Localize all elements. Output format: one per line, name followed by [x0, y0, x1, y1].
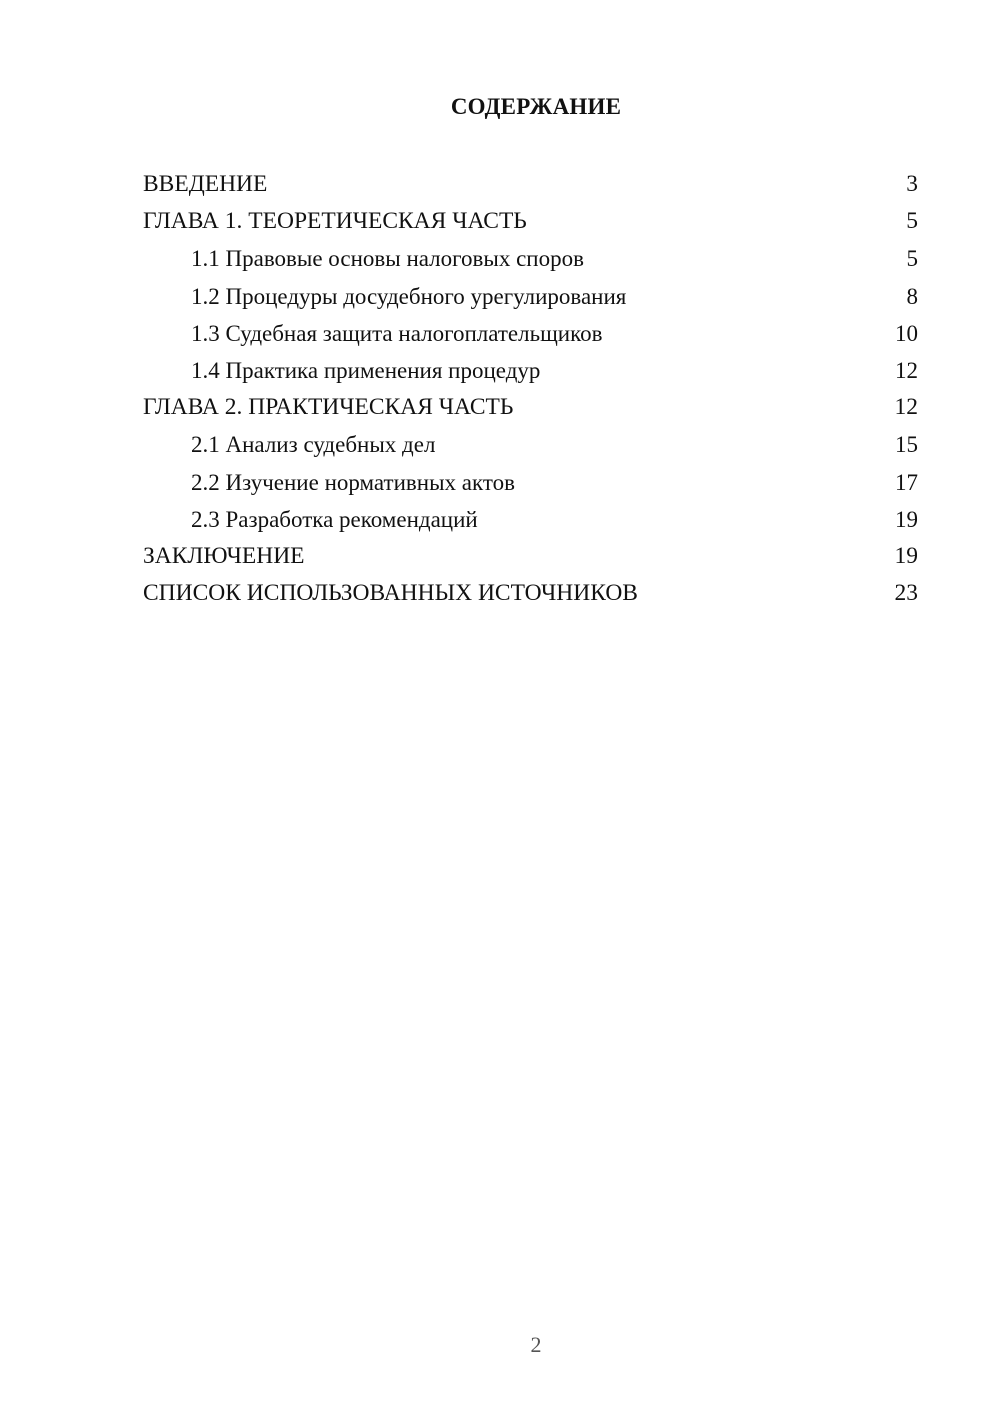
toc-entry-page: 12 — [894, 394, 918, 421]
toc-entry-label: 1.1 Правовые основы налоговых споров — [191, 246, 584, 272]
toc-entry-label: 1.2 Процедуры досудебного урегулирования — [191, 283, 627, 309]
toc-entry-section-2-1[interactable] — [143, 426, 918, 463]
toc-entry-page: 19 — [894, 542, 918, 569]
toc-entry-section-1-2[interactable] — [143, 278, 918, 315]
toc-entry-chapter-1[interactable] — [143, 203, 918, 240]
toc-entry-label: 2.2 Изучение нормативных актов — [191, 469, 515, 495]
toc-entry-page: 5 — [906, 246, 918, 272]
toc-entry-label: ГЛАВА 2. ПРАКТИЧЕСКАЯ ЧАСТЬ — [143, 394, 514, 421]
toc-entry-label: ГЛАВА 1. ТЕОРЕТИЧЕСКАЯ ЧАСТЬ — [143, 208, 527, 235]
toc-entry-label: ВВЕДЕНИЕ — [143, 171, 268, 197]
toc-entry-section-1-4[interactable] — [143, 352, 918, 389]
page-number: 2 — [530, 1332, 542, 1357]
toc-entry-conclusion[interactable] — [143, 538, 918, 575]
toc-entry-page: 17 — [895, 469, 918, 495]
toc-entry-page: 12 — [895, 357, 918, 383]
toc-entry-page: 3 — [906, 171, 918, 197]
toc-entry-section-1-3[interactable] — [143, 315, 918, 352]
toc-entry-label: 2.1 Анализ судебных дел — [191, 432, 436, 458]
table-of-contents — [143, 166, 918, 612]
toc-entry-chapter-2[interactable] — [143, 389, 918, 426]
toc-entry-label: 1.3 Судебная защита налогоплательщиков — [191, 320, 603, 346]
toc-entry-references[interactable] — [143, 575, 918, 612]
toc-entry-label: ЗАКЛЮЧЕНИЕ — [143, 542, 305, 569]
toc-entry-label: СПИСОК ИСПОЛЬЗОВАННЫХ ИСТОЧНИКОВ — [143, 580, 638, 607]
toc-entry-page: 19 — [895, 506, 918, 532]
toc-entry-label: 2.3 Разработка рекомендаций — [191, 506, 478, 532]
toc-entry-section-2-2[interactable] — [143, 464, 918, 501]
toc-entry-introduction[interactable] — [143, 166, 918, 203]
toc-entry-page: 10 — [895, 320, 918, 346]
toc-entry-section-2-3[interactable] — [143, 501, 918, 538]
toc-entry-section-1-1[interactable] — [143, 240, 918, 277]
toc-entry-page: 8 — [906, 283, 918, 309]
toc-entry-page: 15 — [895, 432, 918, 458]
toc-entry-label: 1.4 Практика применения процедур — [191, 357, 541, 383]
toc-entry-page: 5 — [906, 208, 918, 235]
page-title: СОДЕРЖАНИЕ — [450, 94, 622, 119]
toc-entry-page: 23 — [894, 580, 918, 607]
